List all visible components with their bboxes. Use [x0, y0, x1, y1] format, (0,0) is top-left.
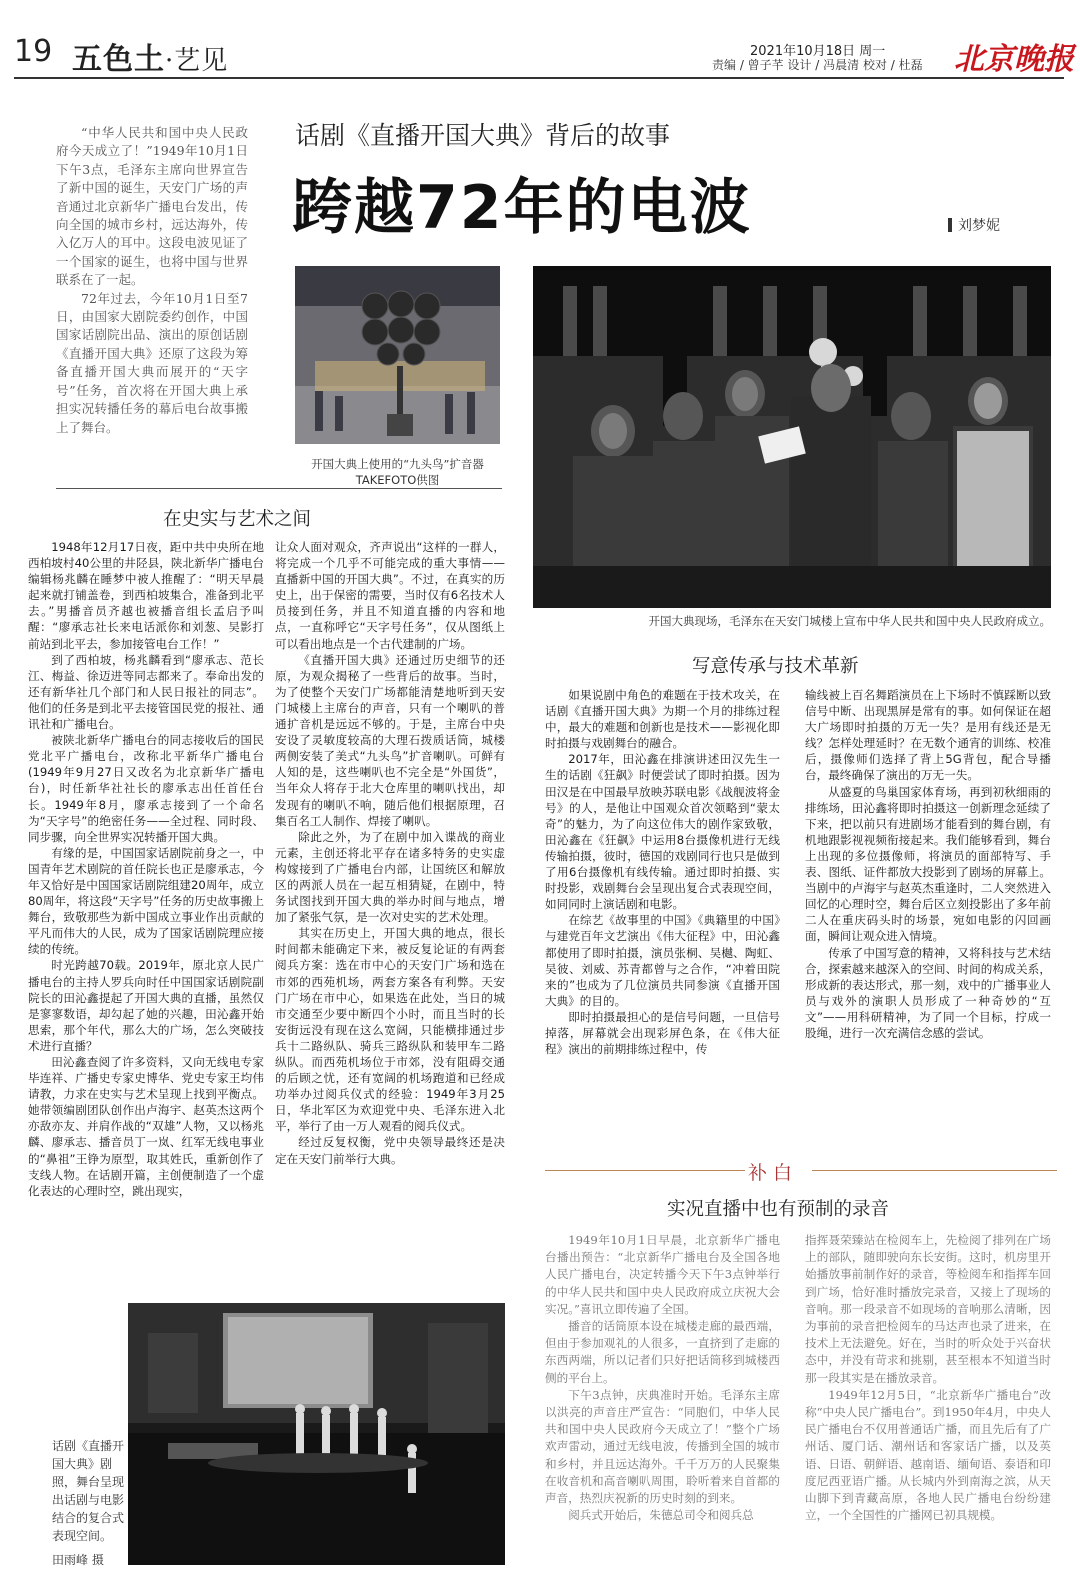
stage-photo-credit: 田雨峰 摄	[52, 1553, 104, 1567]
sidebar-divider-left	[545, 1170, 745, 1171]
body-paragraph: 即时拍摄最担心的是信号问题，一旦信号掉落，屏幕就会出现彩屏色条，在《伟大征程》演出的前期排练过程中，传	[545, 1009, 780, 1057]
ceremony-photo	[533, 266, 1051, 608]
speaker-caption-text: 开国大典上使用的“九头鸟”扩音器	[311, 457, 484, 471]
sidebar-paragraph: 指挥聂荣臻站在检阅车上，先检阅了排列在广场上的部队，随即驶向东长安街。这时，机房里开始播放事前制作好的录音，等检阅车和指挥车回到广场，恰好准时播放完录音，又接上了现场的音响。那一段录音不如现场的音响那么清晰，因为事前的录音把检阅车的马达声也录了进来，在技术上无法避免。好在，当时的听众处于兴奋状态中，并没有苛求和挑剔，甚至根本不知道当时那一段其实是在播放录音。	[805, 1233, 1051, 1385]
speaker-photo-credit: TAKEFOTO供图	[355, 473, 440, 487]
body-paragraph: 除此之外，为了在剧中加入谍战的商业元素，主创还将北平存在诸多特务的史实虚构嫁接到了广播电台内部，让国统区和解放区的两派人员在一起互相猜疑，在剧中，特务试图找到开国大典的举办时间与地点，增加了紧张气氛，是一次对史实的艺术处理。	[275, 829, 505, 925]
stage-photo-caption	[52, 1437, 124, 1569]
sidebar-paragraph: 下午3点钟，庆典准时开始。毛泽东主席以洪亮的声音庄严宣告：“同胞们，中华人民共和国中央人民政府今天成立了！”整个广场欢声雷动，通过无线电波，传播到全国的城市和乡村，并且远达海外。千千万万的人民聚集在收音机和高音喇叭周围，聆听着来自首都的声音，热烈庆祝新的历史时刻的到来。	[545, 1387, 780, 1506]
section2-column-2	[805, 687, 1051, 1041]
section1-column-1	[28, 539, 264, 1199]
section-heading: 在史实与艺术之间	[163, 509, 312, 530]
speaker-photo	[295, 266, 500, 444]
body-paragraph: 输线被上百名舞蹈演员在上下场时不慎踩断以致信号中断、出现黑屏是常有的事。如何保证在超大广场即时拍摄的万无一失？是用有线还是无线？怎样处理延时？在无数个通宵的训练、校准后，摄像师们选择了背上5G背包，配合导播台，最终确保了演出的万无一失。	[805, 688, 1051, 783]
sidebar-paragraph: 阅兵式开始后，朱德总司令和阅兵总	[568, 1508, 754, 1523]
stage-photo	[128, 1303, 505, 1565]
body-paragraph: 到了西柏坡，杨兆麟看到“廖承志、范长江、梅益、徐迈进等同志都来了。奉命出发的还有新华社几个部门和人民日报社的同志”。他们的任务是到北平去接管国民党的报社、通讯社和广播电台。	[28, 652, 264, 732]
lead-paragraph: “中华人民共和国中央人民政府今天成立了！”1949年10月1日下午3点，毛泽东主席向世界宣告了新中国的诞生，天安门广场的声音通过北京新华广播电台发出，传向全国的城市乡村，远达海外，传入亿万人的耳中。这段电波见证了一个国家的诞生，也将中国与世界联系在了一起。	[56, 125, 248, 288]
body-paragraph: 经过反复权衡，党中央领导最终还是决定在天安门前举行大典。	[275, 1135, 505, 1166]
article-byline: 刘梦妮	[948, 215, 1000, 235]
section-name: 五色土	[72, 42, 165, 77]
body-paragraph: 有缘的是，中国国家话剧院前身之一，中国青年艺术剧院的首任院长也正是廖承志，今年又恰好是中国国家话剧院组建20周年，成立80周年，将这段“天字号”任务的历史故事搬上舞台，致敬那些为新中国成立事业作出贡献的平凡而伟大的人民，成为了国家话剧院理应接续的传统。	[28, 845, 264, 957]
body-paragraph: 在综艺《故事里的中国》《典籍里的中国》与建党百年文艺演出《伟大征程》中，田沁鑫都使用了即时拍摄，演员张桐、吴樾、陶虹、吴彼、刘威、苏青都曾与之合作，“冲着田院来的”也成为了几位演员共同参演《直播开国大典》的目的。	[545, 913, 780, 1008]
page-number: 19	[14, 34, 53, 69]
stage-caption-text: 话剧《直播开国大典》剧照，舞台呈现出话剧与电影结合的复合式表现空间。	[52, 1439, 125, 1543]
article-kicker: 话剧《直播开国大典》背后的故事	[295, 121, 671, 150]
sidebar-column-1	[545, 1232, 780, 1524]
body-paragraph: 《直播开国大典》还通过历史细节的还原，为观众揭秘了一些背后的故事。当时，为了使整个天安门广场都能清楚地听到天安门城楼上主席台的声音，只有一个喇叭的普通扩音机是远远不够的。于是，主席台中央安设了灵敏度较高的大理石拨质话筒，城楼两侧安装了美式“九头鸟”扩音喇叭。可鲜有人知的是，这些喇叭也不完全是“外国货”，当年众人将存于北大仓库里的喇叭找出，却发现有的喇叭不响，随后他们根据原理，召集百名工人制作、焊接了喇叭。	[275, 652, 505, 828]
body-paragraph: 被陕北新华广播电台的同志接收后的国民党北平广播电台，改称北平新华广播电台(1949年9月27日又改名为北京新华广播电台)，时任新华社社长的廖承志出任首任台长。1949年8月，廖承志接到了一个命名为“天字号”的绝密任务——全过程、同时段、同步骤，向全世界实况转播开国大典。	[28, 733, 264, 844]
section-subname: ·艺见	[165, 46, 229, 76]
masthead-rule	[14, 77, 1064, 79]
body-paragraph: 2017年，田沁鑫在排演讲述田汉先生一生的话剧《狂飙》时便尝试了即时拍摄。因为田汉是在中国最早放映苏联电影《战舰波将金号》的人，是他让中国观众首次领略到“蒙太奇”的魅力，为了向这位伟大的剧作家致敬，田沁鑫在《狂飙》中运用8台摄像机进行无线传输拍摄，彼时，德国的戏剧同行也只是做到了用6台摄像机有线传输。通过即时拍摄、实时投影，戏剧舞台会呈现出复合式表现空间，如同同时上演话剧和电影。	[545, 752, 780, 912]
sidebar-paragraph: 1949年10月1日早晨，北京新华广播电台播出预告：“北京新华广播电台及全国各地人民广播电台，决定转播今天下午3点钟举行的中华人民共和国中央人民政府成立庆祝大会实况。”喜讯立即传遍了全国。	[545, 1233, 780, 1316]
body-paragraph: 田沁鑫查阅了许多资料，又向无线电专家毕连祥、广播史专家史博华、党史专家王均伟请教，力求在史实与艺术呈现上找到平衡点。她带领编剧团队创作出卢海宇、赵英杰这两个亦敌亦友、并肩作战的“双雄”人物，又以杨兆麟、廖承志、播音员丁一岚、红军无线电事业的“鼻祖”王铮为原型，取其姓氏，重新创作了支线人物。在话剧开篇，主创便制造了一个虚化表达的心理时空，跳出现实，	[28, 1055, 264, 1198]
body-paragraph: 如果说剧中角色的难题在于技术攻关，在话剧《直播开国大典》为期一个月的排练过程中，最大的难题和创新也是技术——影视化即时拍摄与戏剧舞台的融合。	[545, 688, 780, 751]
body-paragraph: 传承了中国写意的精神，又将科技与艺术结合，探索越来越深入的空间、时间的构成关系，形成新的表达形式，那一刻，戏中的广播事业人员与戏外的演职人员形成了一种奇妙的“互文”——用科研精神，为了同一个目标，拧成一股绳，进行一次充满信念感的尝试。	[805, 945, 1051, 1040]
sidebar-label: 补白	[748, 1162, 799, 1184]
sidebar-paragraph: 1949年12月5日，“北京新华广播电台”改称“中央人民广播电台”。到1950年4月，中央人民广播电台不仅用普通话广播，而且先后有了广州话、厦门话、潮州话和客家话广播，以及英语、日语、朝鲜语、越南语、缅甸语、泰语和印度尼西亚语广播。从长城内外到南海之滨，从天山脚下到青藏高原，各地人民广播电台纷纷建立，一个全国性的广播网已初具规模。	[805, 1387, 1051, 1523]
sidebar-divider-right	[812, 1170, 1057, 1171]
ceremony-photo-caption: 开国大典现场，毛泽东在天安门城楼上宣布中华人民共和国中央人民政府成立。	[648, 614, 1051, 628]
body-paragraph: 从盛夏的鸟巢国家体育场，再到初秋细雨的排练场，田沁鑫将即时拍摄这一创新理念延续了下来，把以前只有进剧场才能看到的舞台剧，有机地跟影视视频衔接起来。我们能够看到，舞台上出现的多位摄像师，将演员的面部特写、手表、图纸、证件都放大投影到了剧场的屏幕上。当剧中的卢海宇与赵英杰重逢时，二人突然进入回忆的心理时空，舞台后区立刻投影出了多年前二人在重庆码头时的场景，宛如电影的闪回画面，瞬间让观众进入情境。	[805, 784, 1051, 944]
editor-credits: 责编 / 曾子芊 设计 / 冯晨清 校对 / 杜磊	[712, 58, 923, 72]
article-headline: 跨越72年的电波	[292, 173, 752, 243]
article-lead	[56, 124, 248, 437]
section1-column-2	[275, 539, 505, 1167]
issue-date: 2021年10月18日 周一	[750, 44, 886, 59]
body-paragraph: 时光跨越70载。2019年，原北京人民广播电台的主持人罗兵向时任中国国家话剧院副院长的田沁鑫提起了开国大典的直播，虽然仅是寥寥数语，却勾起了她的兴趣，田沁鑫开始思索，那个年代，那么大的广场，怎么突破技术进行直播？	[28, 958, 264, 1053]
body-paragraph: 1948年12月17日夜，距中共中央所在地西柏坡村40公里的井陉县，陕北新华广播电台编辑杨兆麟在睡梦中被人推醒了：“明天早晨起来就打铺盖卷，到西柏坡集合，准备到北平去。”男播音员齐越也被播音组长孟启予叫醒：“廖承志社长来电话派你和刘葱、吴影打前站到北平去，参加接管电台工作！”	[28, 540, 264, 651]
section-divider	[56, 488, 502, 489]
sidebar-column-2	[805, 1232, 1051, 1524]
sidebar-heading: 实况直播中也有预制的录音	[667, 1199, 890, 1220]
lead-paragraph: 72年过去，今年10月1日至7日，由国家大剧院委约创作，中国国家话剧院出品、演出的原创话剧《直播开国大典》还原了这段为筹备直播开国大典而展开的“天字号”任务，首次将在开国大典上承担实况转播任务的幕后电台故事搬上了舞台。	[56, 290, 248, 435]
sidebar-paragraph: 播音的话筒原本设在城楼走廊的最西端，但由于参加观礼的人很多，一直挤到了走廊的东西两端，所以记者们只好把话筒移到城楼西侧的平台上。	[545, 1319, 780, 1385]
section-title	[72, 34, 228, 78]
speaker-photo-caption	[295, 456, 500, 488]
newspaper-logo: 北京晚报	[954, 42, 1074, 77]
body-paragraph: 让众人面对观众，齐声说出“这样的一群人，将完成一个几乎不可能完成的重大事情——直播新中国的开国大典”。不过，在真实的历史上，出于保密的需要，当时仅有6名技术人员接到任务，并且不知道直播的内容和地点，一直称呼它“天字号任务”，仅从图纸上可以看出地点是一个古代建制的广场。	[275, 540, 505, 651]
section-heading: 写意传承与技术革新	[692, 656, 859, 677]
section2-column-1	[545, 687, 780, 1057]
body-paragraph: 其实在历史上，开国大典的地点，很长时间都未能确定下来，被反复论证的有两套阅兵方案：选在市中心的天安门广场和选在市郊的西苑机场，两套方案各有利弊。天安门广场在市中心，如果选在此处，当日的城市交通至少要中断四个小时，而且当时的长安街远没有现在这么宽阔，只能横排通过步兵十二路纵队、骑兵三路纵队和装甲车二路纵队。而西苑机场位于市郊，没有阻碍交通的后顾之忧，还有宽阔的机场跑道和已经成功举办过阅兵仪式的经验：1949年3月25日，华北军区为欢迎党中央、毛泽东进入北平，举行了由一万人观看的阅兵仪式。	[275, 926, 505, 1134]
